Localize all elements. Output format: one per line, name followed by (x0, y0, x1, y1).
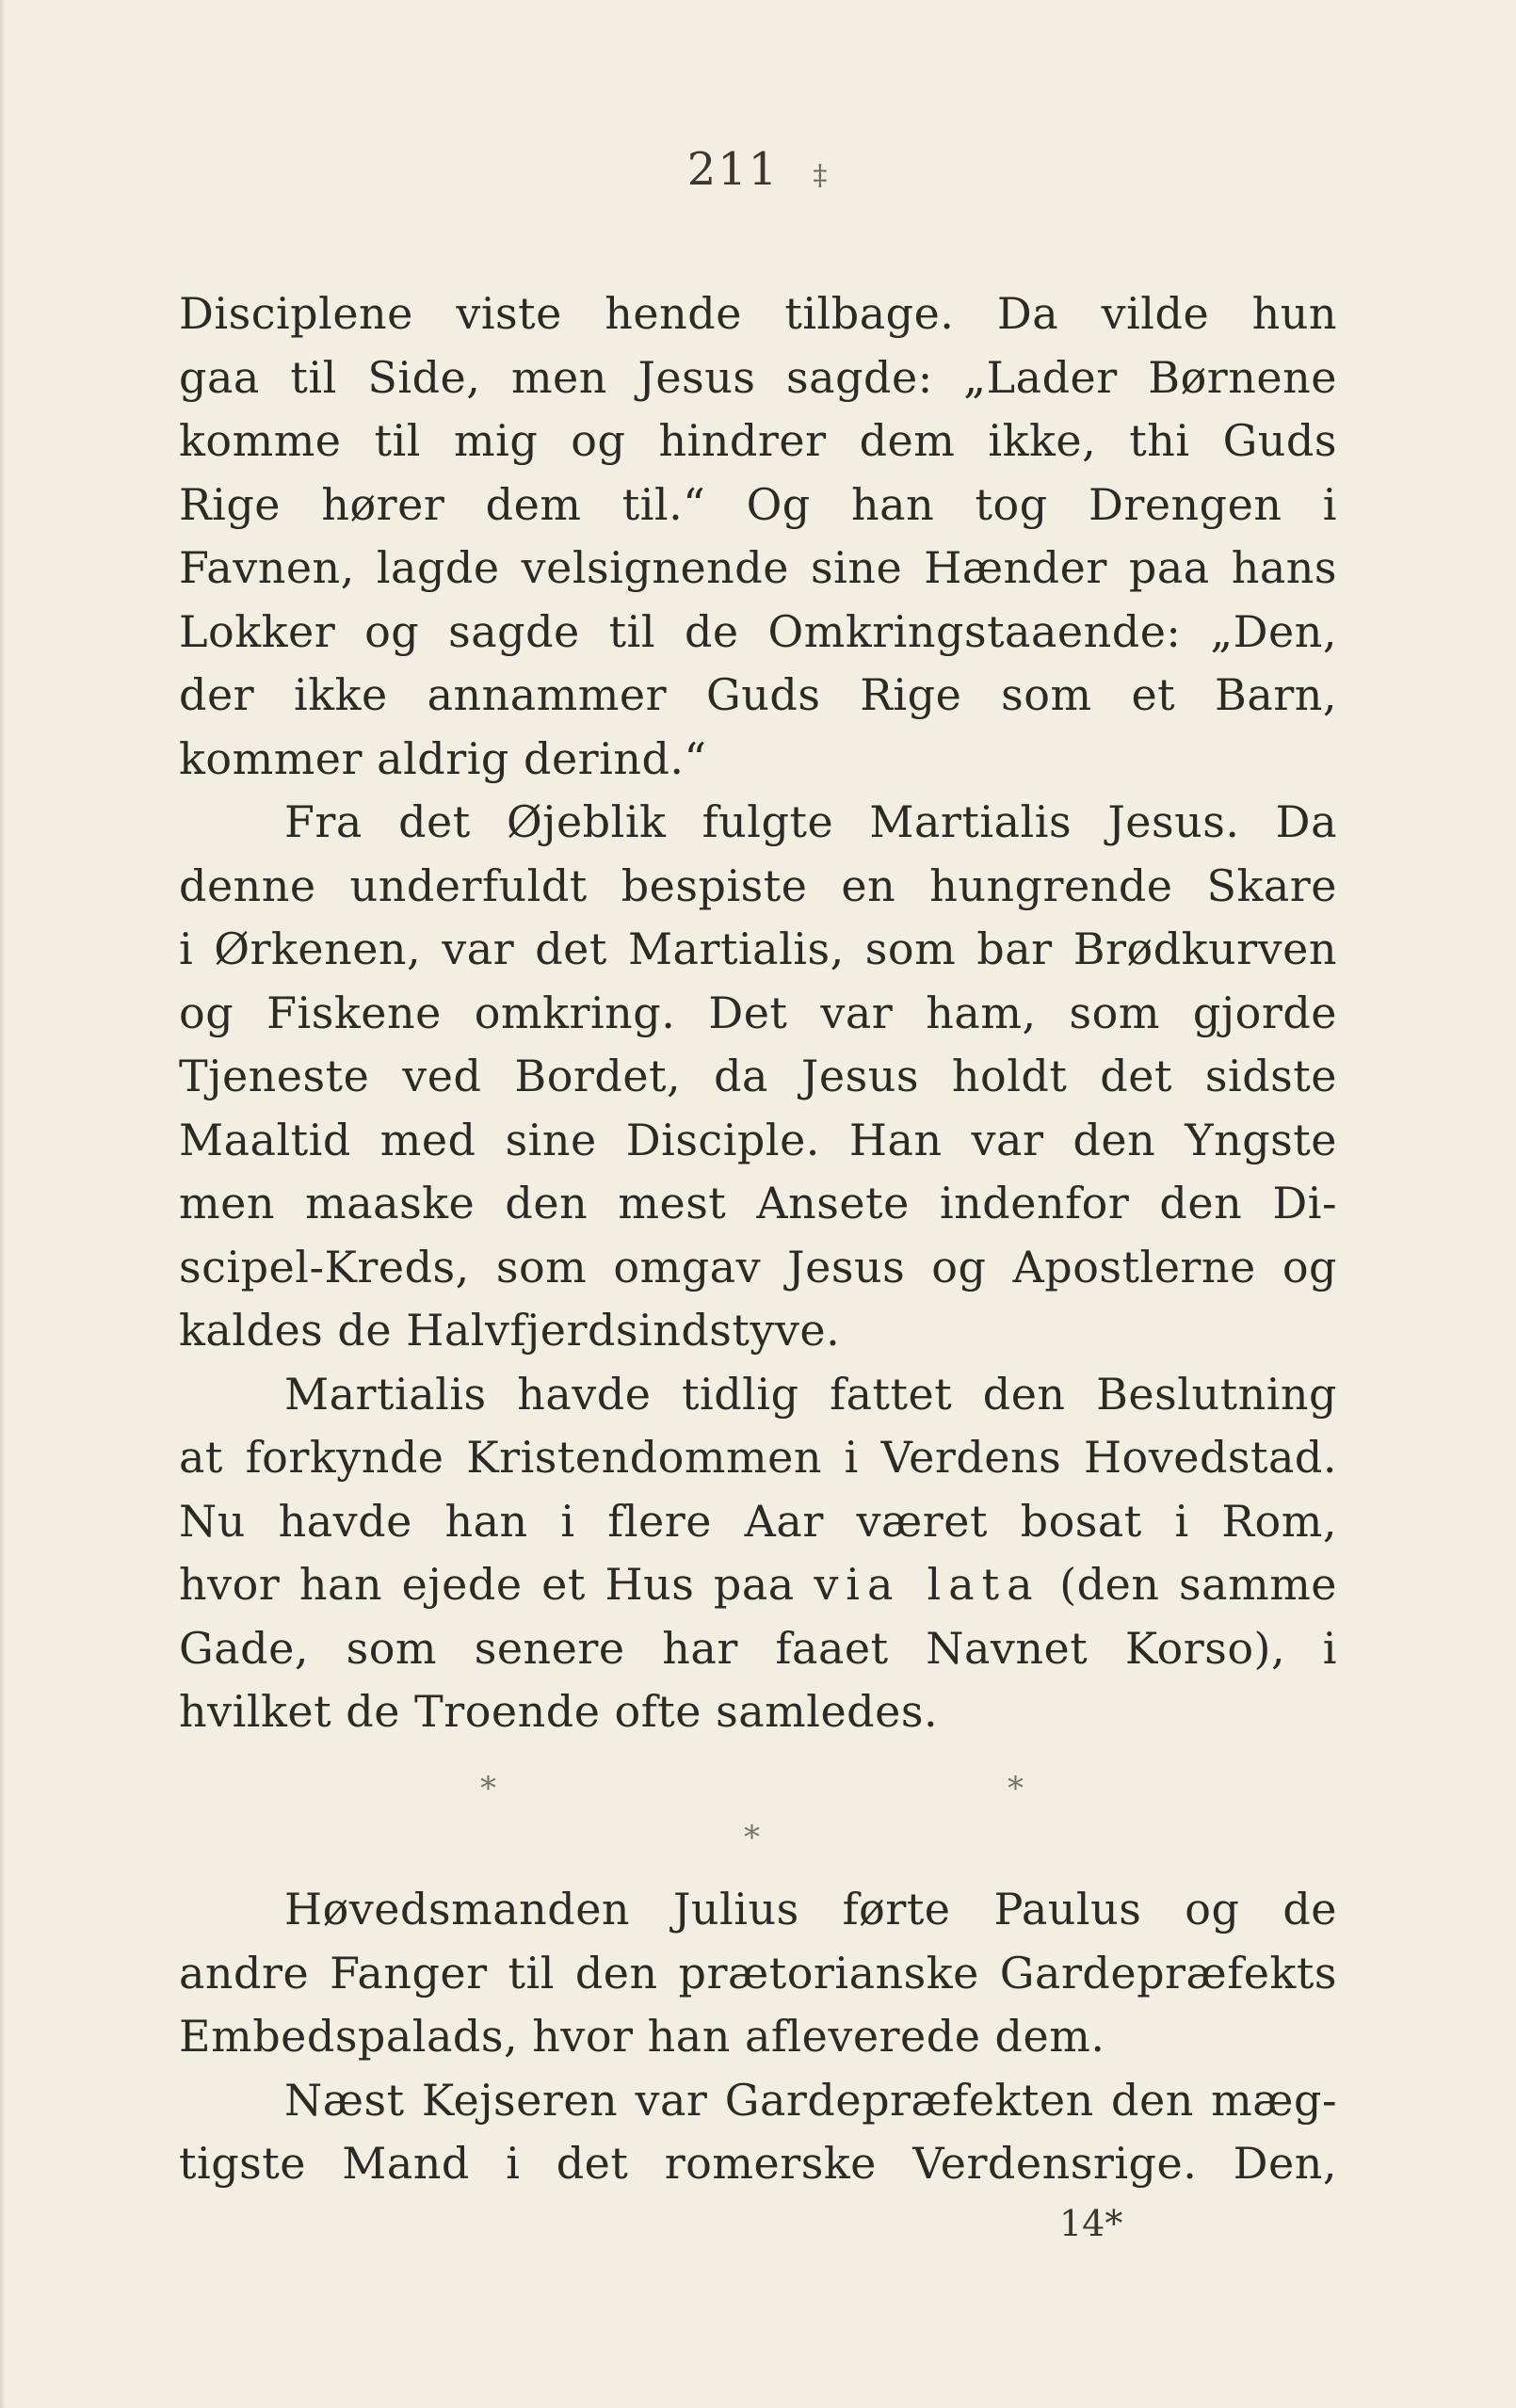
text-line: scipel-Kreds, som omgav Jesus og Apostlerne og (179, 1241, 1337, 1292)
text-line: Gade, som senere har faaet Navnet Korso), i (179, 1622, 1337, 1674)
text-line: Nu havde han i flere Aar været bosat i Rom, (179, 1495, 1337, 1547)
text-line: hvilket de Troende ofte samledes. (179, 1686, 939, 1737)
text-line-mixed (179, 1553, 1337, 1617)
page-number (0, 143, 1516, 196)
text-line: der ikke annammer Guds Rige som et Barn, (179, 669, 1337, 720)
text-fragment: hvor han ejede et Hus paa (179, 1559, 795, 1610)
text-line: Rige hører dem til.“ Og han tog Drengen i (179, 478, 1337, 530)
text-line: andre Fanger til den prætorianske Gardepræfekts (179, 1947, 1337, 1999)
page-edge (0, 0, 6, 2408)
text-line: kaldes de Halvfjerdsindstyve. (179, 1305, 841, 1356)
page-number-value: 211 (686, 143, 780, 196)
text-section-1 (179, 282, 1337, 1744)
text-line: denne underfuldt bespiste en hungrende Skare (179, 859, 1337, 911)
text-line: Favnen, lagde velsignende sine Hænder paa hans (179, 542, 1337, 593)
text-fragment: (den samme (1059, 1559, 1338, 1610)
text-line: at forkynde Kristendommen i Verdens Hovedstad. (179, 1432, 1337, 1483)
text-line: Tjeneste ved Bordet, da Jesus holdt det sidste (179, 1051, 1337, 1101)
text-line: tigste Mand i det romerske Verdensrige. Den, (179, 2138, 1337, 2189)
paragraph-start: Fra det Øjeblik fulgte Martialis Jesus. Da (284, 796, 1337, 847)
asterism-separator (179, 1770, 1337, 1883)
text-section-2 (179, 1878, 1337, 2196)
text-line: komme til mig og hindrer dem ikke, thi Guds (179, 415, 1337, 466)
text-line: men maaske den mest Ansete indenfor den Di- (179, 1178, 1337, 1228)
text-line: kommer aldrig derind.“ (179, 732, 707, 784)
text-line: gaa til Side, men Jesus sagde: „Lader Børnene (179, 351, 1337, 403)
paragraph-start: Martialis havde tidlig fattet den Beslutning (284, 1368, 1337, 1420)
spaced-emphasis: via lata (814, 1559, 1040, 1610)
text-line: Embedspalads, hvor han afleverede dem. (179, 2011, 1105, 2062)
corner-mark: ‡ (813, 159, 830, 192)
asterism-star-center: * (744, 1819, 760, 1856)
text-line: Disciplene viste hende tilbage. Da vilde hun (179, 288, 1337, 339)
signature-mark: 14* (1059, 2203, 1123, 2244)
text-line: og Fiskene omkring. Det var ham, som gjorde (179, 987, 1337, 1038)
paragraph-start: Næst Kejseren var Gardepræfekten den mæg- (284, 2074, 1337, 2126)
text-line: i Ørkenen, var det Martialis, som bar Brødkurven (179, 923, 1337, 974)
paragraph-start: Høvedsmanden Julius førte Paulus og de (284, 1884, 1337, 1934)
text-line: Maaltid med sine Disciple. Han var den Yngste (179, 1114, 1337, 1165)
text-line: Lokker og sagde til de Omkringstaaende: „Den, (179, 605, 1337, 657)
asterism-star-left: * (480, 1770, 496, 1807)
asterism-star-right: * (1008, 1770, 1024, 1807)
